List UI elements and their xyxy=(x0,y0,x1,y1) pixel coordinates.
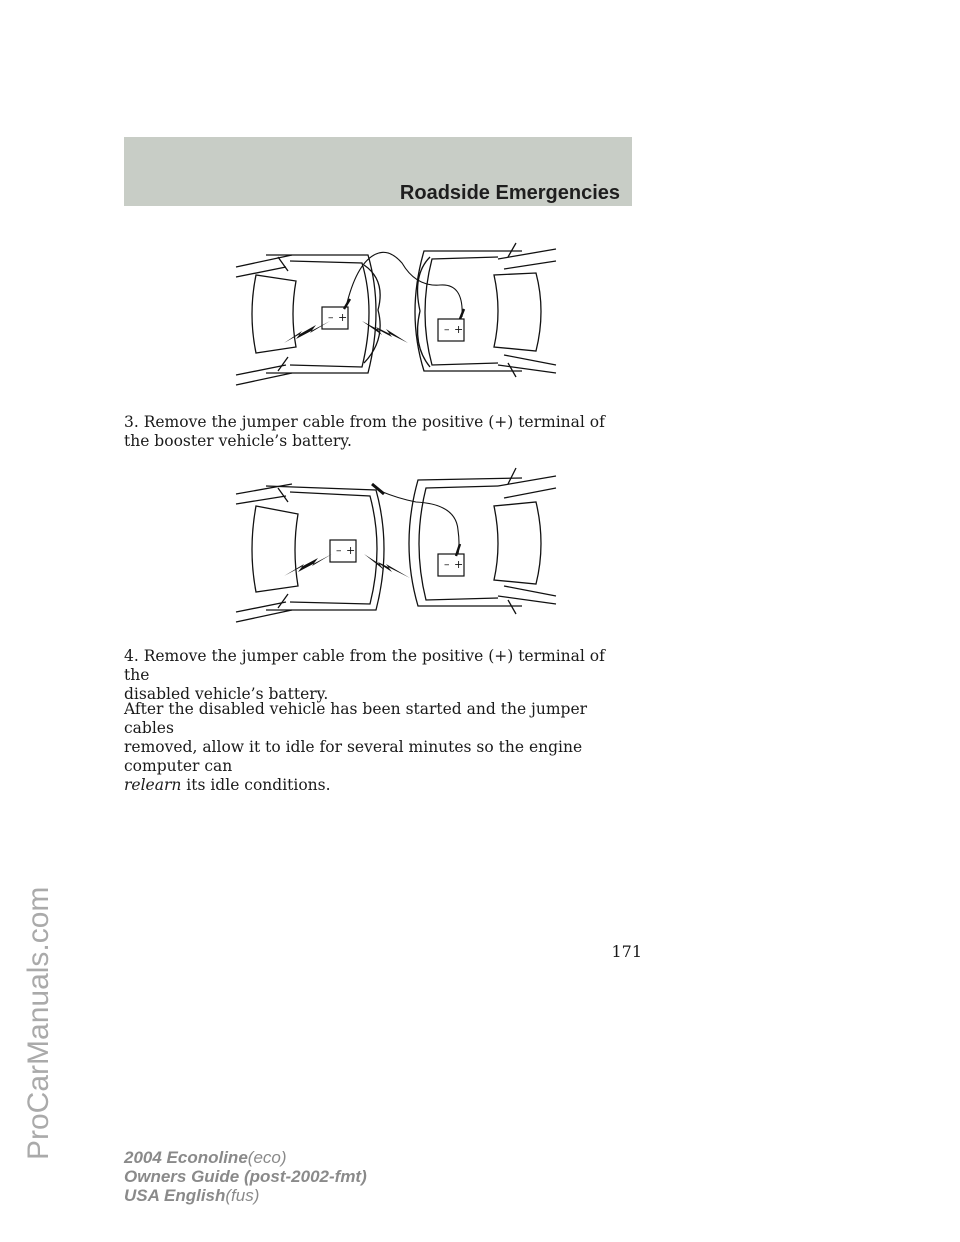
disabled-vehicle xyxy=(236,255,380,385)
document-info-footer xyxy=(124,1148,367,1205)
side-watermark xyxy=(0,0,60,1242)
battery-minus-label: – xyxy=(336,544,342,557)
step-4-line-1: 4. Remove the jumper cable from the positive (+) terminal of the xyxy=(124,647,605,684)
disabled-vehicle xyxy=(236,484,384,622)
battery-plus-label: + xyxy=(454,558,464,571)
battery-plus-label: + xyxy=(338,311,348,324)
section-header-bar xyxy=(124,137,632,206)
footer-language: USA English xyxy=(124,1186,226,1205)
idle-relearn-note xyxy=(124,700,634,795)
battery-plus-label: + xyxy=(346,544,356,557)
booster-vehicle xyxy=(415,243,556,377)
note-line-3: its idle conditions. xyxy=(181,776,331,794)
battery-plus-label: + xyxy=(454,323,464,336)
booster-vehicle xyxy=(409,468,556,614)
jumper-diagram-2 xyxy=(226,458,562,636)
battery-minus-label: – xyxy=(444,558,450,571)
note-line-1: After the disabled vehicle has been started and the jumper cables xyxy=(124,700,588,737)
footer-guide: Owners Guide (post-2002-fmt) xyxy=(124,1167,367,1186)
step-4-line-2: disabled vehicle’s battery. xyxy=(124,685,329,703)
section-title: Roadside Emergencies xyxy=(399,182,620,204)
footer-language-code: (fus) xyxy=(225,1186,260,1205)
watermark-text: ProCarManuals.com xyxy=(22,886,55,1160)
battery-minus-label: – xyxy=(328,311,334,324)
step-4-text xyxy=(124,647,634,704)
note-line-2: removed, allow it to idle for several minutes so the engine computer can xyxy=(124,738,583,775)
jumper-diagram-1 xyxy=(226,225,562,395)
battery-minus-label: – xyxy=(444,323,450,336)
page-number: 171 xyxy=(611,942,642,961)
footer-model-code: (eco) xyxy=(247,1148,287,1167)
footer-model: 2004 Econoline xyxy=(124,1148,248,1167)
step-3-text: 3. Remove the jumper cable from the positive (+) terminal of the booster vehicle’s battery. xyxy=(124,413,605,450)
note-emphasis: relearn xyxy=(124,776,182,794)
